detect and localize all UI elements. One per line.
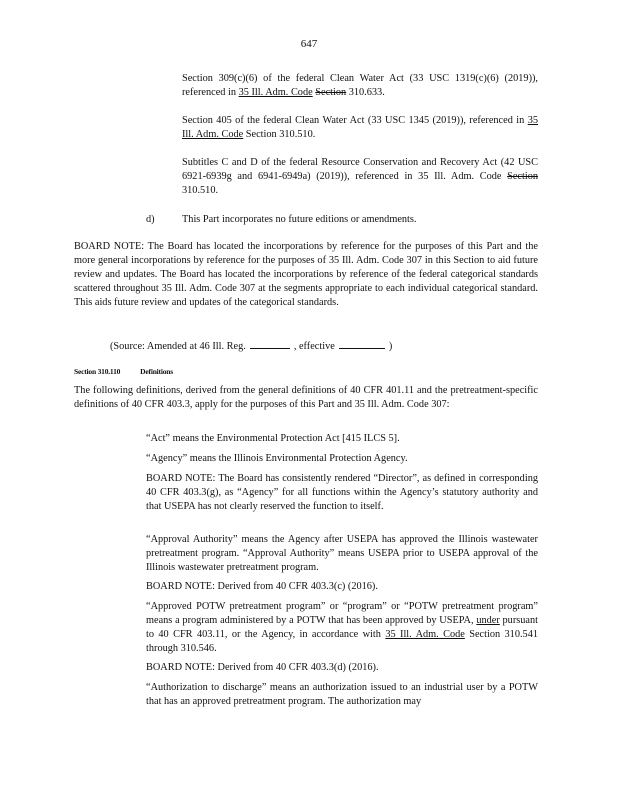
deleted-text: Section [315,87,347,98]
ref-text: Section 309(c)(6) of the federal Clean Water Act (33 USC 1319(c)(6) (2019)), referenced in [182,73,538,98]
source-suffix: ) [388,341,393,352]
subsection-letter: d) [146,214,155,225]
definition-text: “Agency” means the Illinois Environmental Protection Agency. [146,453,408,464]
section-title: Definitions [140,367,173,376]
inserted-text: 35 Ill. Adm. Code [385,629,465,640]
rcra-reference [182,156,538,198]
definition-agency [146,452,538,466]
board-note-potw [146,661,538,675]
ref-text: Subtitles C and D of the federal Resource Conservation and Recovery Act (42 USC 6921-6939g and 6941-6949a) (2019)), referenced in 35 Ill. Adm. Code [182,157,538,182]
board-note-approval [146,580,538,594]
definition-text: “Approval Authority” means the Agency after USEPA has approved the Illinois wastewater pretreatment program. “Approval Authority” means USEPA prior to USEPA approval of the Illinois wastewater pretreatment program. [146,534,538,573]
source-prefix: (Source: Amended at 46 Ill. Reg. [110,341,246,352]
intro-text: The following definitions, derived from the general definitions of 40 CFR 401.11 and the pretreatment-specific definitions of 40 CFR 403.3, apply for the purposes of this Part and 35 Ill. Adm. Code 307: [74,385,538,410]
definition-text: “Authorization to discharge” means an authorization issued to an industrial user by a POTW that has an approved pretreatment program. The authorization may [146,682,538,707]
definition-approval-authority [146,533,538,575]
definition-text: pursuant to 40 CFR 403.11, or the Agency, in accordance with [146,615,538,640]
board-note-text: BOARD NOTE: The Board has located the incorporations by reference for the purposes of this Part and the more general incorporations by reference for the purposes of 35 Ill. Adm. Code 307 in this Section to aid future review and updates. The Board has located the incorporations by reference of the federal categorical standards scattered throughout 35 Ill. Adm. Code 307 at the segments appropriate to each individual categorical standard. This aids future review and updates of the categorical standards. [74,241,538,308]
ref-text: Section [243,129,277,140]
ref-text: 310.510. [276,129,316,140]
blank-effective-date [339,338,385,349]
inserted-text: under [476,615,500,626]
section-heading [74,367,193,376]
board-note-text: BOARD NOTE: Derived from 40 CFR 403.3(d) (2016). [146,662,379,673]
section-number: Section 310.110 [74,367,121,376]
board-note-text: BOARD NOTE: Derived from 40 CFR 403.3(c) (2016). [146,581,378,592]
definition-authorization [146,681,538,709]
subsection-d [146,213,546,227]
definition-approved-potw-program [146,600,538,656]
subsection-text: This Part incorporates no future editions or amendments. [182,214,417,225]
inserted-text: 35 Ill. Adm. Code [182,115,538,140]
board-note-incorporations [74,240,538,310]
definition-text: “Approved POTW pretreatment program” or “program” or “POTW pretreatment program” means a program administered by a POTW that has been approved by USEPA, [146,601,538,626]
definition-text: Section 310.541 through 310.546. [146,629,538,654]
definitions-intro [74,384,538,412]
source-effective: , effective [293,341,335,352]
cwa-405-reference [182,114,538,142]
deleted-text: Section [507,171,538,182]
ref-text: 310.633. [346,87,385,98]
ref-text: Section 405 of the federal Clean Water Act (33 USC 1345 (2019)), referenced in [182,115,528,126]
cwa-309-reference [182,72,538,100]
definition-act [146,432,538,446]
blank-register-page [250,338,290,349]
ref-text: 310.510. [182,185,219,196]
inserted-text: 35 Ill. Adm. Code [238,87,313,98]
page-number: 647 [300,38,318,50]
source-note [110,338,392,352]
definition-text: “Act” means the Environmental Protection Act [415 ILCS 5]. [146,433,400,444]
board-note-text: BOARD NOTE: The Board has consistently rendered “Director”, as defined in corresponding 40 CFR 403.3(g), as “Agency” for all functions within the Agency’s statutory authority and that USEPA has not clearly reserved the function to itself. [146,473,538,512]
board-note-agency [146,472,538,514]
